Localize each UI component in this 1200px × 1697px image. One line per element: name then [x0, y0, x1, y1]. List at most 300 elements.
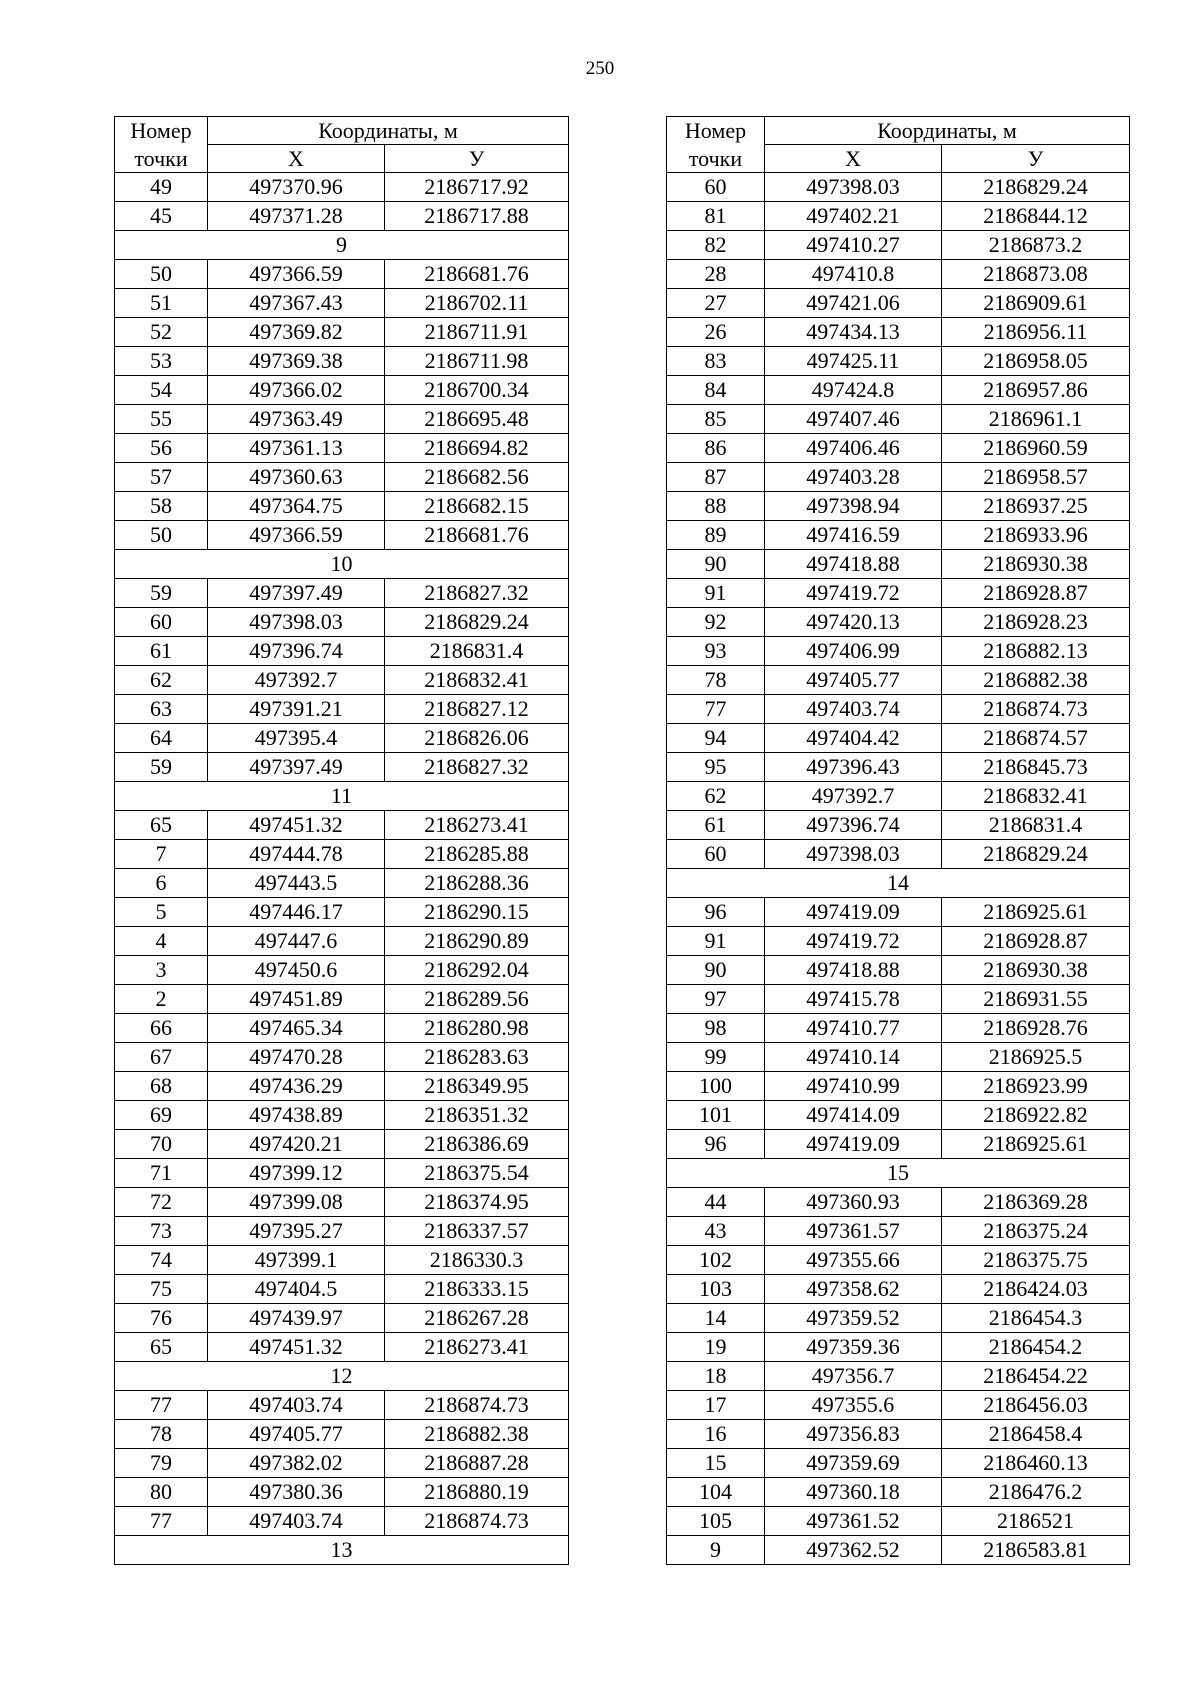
x-coordinate-cell: 497380.36	[208, 1478, 385, 1507]
header-point-number: Номер	[115, 117, 208, 145]
table-row	[115, 956, 569, 985]
x-coordinate-cell: 497407.46	[765, 405, 942, 434]
x-coordinate-cell: 497359.69	[765, 1449, 942, 1478]
table-row	[667, 1275, 1130, 1304]
y-coordinate-cell: 2186873.08	[942, 260, 1130, 289]
y-coordinate-cell: 2186827.12	[385, 695, 569, 724]
header-row	[115, 145, 569, 173]
point-number-cell: 45	[115, 202, 208, 231]
x-coordinate-cell: 497366.59	[208, 521, 385, 550]
x-coordinate-cell: 497406.99	[765, 637, 942, 666]
point-number-cell: 9	[667, 1536, 765, 1565]
y-coordinate-cell: 2186882.38	[385, 1420, 569, 1449]
section-number-cell: 12	[115, 1362, 569, 1391]
table-row	[115, 985, 569, 1014]
y-coordinate-cell: 2186827.32	[385, 753, 569, 782]
x-coordinate-cell: 497403.28	[765, 463, 942, 492]
x-coordinate-cell: 497397.49	[208, 753, 385, 782]
table-row	[115, 376, 569, 405]
y-coordinate-cell: 2186957.86	[942, 376, 1130, 405]
point-number-cell: 63	[115, 695, 208, 724]
x-coordinate-cell: 497419.09	[765, 1130, 942, 1159]
point-number-cell: 97	[667, 985, 765, 1014]
y-coordinate-cell: 2186958.05	[942, 347, 1130, 376]
point-number-cell: 73	[115, 1217, 208, 1246]
point-number-cell: 60	[115, 608, 208, 637]
table-row	[115, 1420, 569, 1449]
x-coordinate-cell: 497425.11	[765, 347, 942, 376]
x-coordinate-cell: 497405.77	[208, 1420, 385, 1449]
point-number-cell: 96	[667, 898, 765, 927]
point-number-cell: 91	[667, 579, 765, 608]
x-coordinate-cell: 497451.32	[208, 811, 385, 840]
x-coordinate-cell: 497438.89	[208, 1101, 385, 1130]
y-coordinate-cell: 2186930.38	[942, 550, 1130, 579]
x-coordinate-cell: 497436.29	[208, 1072, 385, 1101]
table-row	[115, 666, 569, 695]
point-number-cell: 67	[115, 1043, 208, 1072]
x-coordinate-cell: 497355.66	[765, 1246, 942, 1275]
y-coordinate-cell: 2186349.95	[385, 1072, 569, 1101]
point-number-cell: 75	[115, 1275, 208, 1304]
point-number-cell: 93	[667, 637, 765, 666]
x-coordinate-cell: 497363.49	[208, 405, 385, 434]
x-coordinate-cell: 497392.7	[208, 666, 385, 695]
table-row	[667, 463, 1130, 492]
y-coordinate-cell: 2186454.22	[942, 1362, 1130, 1391]
point-number-cell: 43	[667, 1217, 765, 1246]
header-y: У	[385, 145, 569, 173]
y-coordinate-cell: 2186925.61	[942, 898, 1130, 927]
y-coordinate-cell: 2186874.73	[385, 1507, 569, 1536]
table-row	[115, 1188, 569, 1217]
x-coordinate-cell: 497443.5	[208, 869, 385, 898]
point-number-cell: 60	[667, 173, 765, 202]
section-number-cell: 14	[667, 869, 1130, 898]
section-number-cell: 9	[115, 231, 569, 260]
table-row	[115, 405, 569, 434]
table-row	[115, 753, 569, 782]
x-coordinate-cell: 497421.06	[765, 289, 942, 318]
point-number-cell: 68	[115, 1072, 208, 1101]
y-coordinate-cell: 2186928.23	[942, 608, 1130, 637]
x-coordinate-cell: 497410.77	[765, 1014, 942, 1043]
header-point-number-line2: точки	[667, 145, 765, 173]
y-coordinate-cell: 2186682.15	[385, 492, 569, 521]
table-row	[667, 637, 1130, 666]
table-row	[667, 1043, 1130, 1072]
y-coordinate-cell: 2186292.04	[385, 956, 569, 985]
table-row	[667, 1362, 1130, 1391]
table-row	[667, 1391, 1130, 1420]
y-coordinate-cell: 2186909.61	[942, 289, 1130, 318]
x-coordinate-cell: 497361.13	[208, 434, 385, 463]
table-row	[667, 666, 1130, 695]
point-number-cell: 44	[667, 1188, 765, 1217]
section-number-cell: 11	[115, 782, 569, 811]
point-number-cell: 14	[667, 1304, 765, 1333]
point-number-cell: 92	[667, 608, 765, 637]
table-row	[667, 608, 1130, 637]
table-row	[115, 898, 569, 927]
y-coordinate-cell: 2186831.4	[942, 811, 1130, 840]
point-number-cell: 17	[667, 1391, 765, 1420]
x-coordinate-cell: 497356.7	[765, 1362, 942, 1391]
x-coordinate-cell: 497396.43	[765, 753, 942, 782]
header-y: У	[942, 145, 1130, 173]
y-coordinate-cell: 2186351.32	[385, 1101, 569, 1130]
table-row	[115, 1217, 569, 1246]
y-coordinate-cell: 2186695.48	[385, 405, 569, 434]
point-number-cell: 83	[667, 347, 765, 376]
y-coordinate-cell: 2186374.95	[385, 1188, 569, 1217]
point-number-cell: 4	[115, 927, 208, 956]
point-number-cell: 87	[667, 463, 765, 492]
table-row	[667, 956, 1130, 985]
point-number-cell: 99	[667, 1043, 765, 1072]
table-row	[115, 318, 569, 347]
table-row	[667, 1072, 1130, 1101]
y-coordinate-cell: 2186829.24	[942, 173, 1130, 202]
y-coordinate-cell: 2186273.41	[385, 811, 569, 840]
x-coordinate-cell: 497419.72	[765, 579, 942, 608]
x-coordinate-cell: 497366.59	[208, 260, 385, 289]
point-number-cell: 27	[667, 289, 765, 318]
table-row	[667, 898, 1130, 927]
point-number-cell: 2	[115, 985, 208, 1014]
point-number-cell: 15	[667, 1449, 765, 1478]
y-coordinate-cell: 2186583.81	[942, 1536, 1130, 1565]
table-row	[667, 1420, 1130, 1449]
y-coordinate-cell: 2186454.2	[942, 1333, 1130, 1362]
table-row	[667, 260, 1130, 289]
point-number-cell: 88	[667, 492, 765, 521]
x-coordinate-cell: 497358.62	[765, 1275, 942, 1304]
table-row	[115, 173, 569, 202]
y-coordinate-cell: 2186375.54	[385, 1159, 569, 1188]
y-coordinate-cell: 2186960.59	[942, 434, 1130, 463]
point-number-cell: 84	[667, 376, 765, 405]
y-coordinate-cell: 2186424.03	[942, 1275, 1130, 1304]
table-row	[667, 695, 1130, 724]
x-coordinate-cell: 497424.8	[765, 376, 942, 405]
x-coordinate-cell: 497366.02	[208, 376, 385, 405]
point-number-cell: 61	[667, 811, 765, 840]
y-coordinate-cell: 2186831.4	[385, 637, 569, 666]
header-row	[667, 117, 1130, 145]
y-coordinate-cell: 2186460.13	[942, 1449, 1130, 1478]
y-coordinate-cell: 2186928.87	[942, 579, 1130, 608]
table-row	[667, 231, 1130, 260]
point-number-cell: 51	[115, 289, 208, 318]
point-number-cell: 57	[115, 463, 208, 492]
coordinates-table-right	[666, 116, 1130, 1565]
table-body-left	[115, 117, 569, 1565]
table-row	[667, 724, 1130, 753]
table-row	[115, 695, 569, 724]
y-coordinate-cell: 2186956.11	[942, 318, 1130, 347]
header-row	[115, 117, 569, 145]
point-number-cell: 89	[667, 521, 765, 550]
point-number-cell: 50	[115, 521, 208, 550]
table-row	[667, 550, 1130, 579]
y-coordinate-cell: 2186702.11	[385, 289, 569, 318]
x-coordinate-cell: 497391.21	[208, 695, 385, 724]
point-number-cell: 100	[667, 1072, 765, 1101]
x-coordinate-cell: 497396.74	[208, 637, 385, 666]
point-number-cell: 69	[115, 1101, 208, 1130]
point-number-cell: 53	[115, 347, 208, 376]
x-coordinate-cell: 497410.8	[765, 260, 942, 289]
y-coordinate-cell: 2186337.57	[385, 1217, 569, 1246]
point-number-cell: 65	[115, 811, 208, 840]
x-coordinate-cell: 497395.27	[208, 1217, 385, 1246]
x-coordinate-cell: 497361.52	[765, 1507, 942, 1536]
x-coordinate-cell: 497439.97	[208, 1304, 385, 1333]
x-coordinate-cell: 497360.18	[765, 1478, 942, 1507]
table-row	[115, 1072, 569, 1101]
section-row	[115, 550, 569, 579]
x-coordinate-cell: 497465.34	[208, 1014, 385, 1043]
table-row	[115, 521, 569, 550]
table-row	[115, 811, 569, 840]
x-coordinate-cell: 497403.74	[208, 1507, 385, 1536]
point-number-cell: 56	[115, 434, 208, 463]
point-number-cell: 3	[115, 956, 208, 985]
section-number-cell: 10	[115, 550, 569, 579]
x-coordinate-cell: 497447.6	[208, 927, 385, 956]
table-row	[667, 1449, 1130, 1478]
table-row	[115, 608, 569, 637]
x-coordinate-cell: 497364.75	[208, 492, 385, 521]
point-number-cell: 103	[667, 1275, 765, 1304]
x-coordinate-cell: 497450.6	[208, 956, 385, 985]
section-number-cell: 15	[667, 1159, 1130, 1188]
y-coordinate-cell: 2186922.82	[942, 1101, 1130, 1130]
y-coordinate-cell: 2186717.88	[385, 202, 569, 231]
y-coordinate-cell: 2186694.82	[385, 434, 569, 463]
y-coordinate-cell: 2186928.87	[942, 927, 1130, 956]
table-row	[115, 869, 569, 898]
point-number-cell: 95	[667, 753, 765, 782]
y-coordinate-cell: 2186711.91	[385, 318, 569, 347]
table-row	[667, 347, 1130, 376]
table-row	[667, 289, 1130, 318]
y-coordinate-cell: 2186832.41	[942, 782, 1130, 811]
x-coordinate-cell: 497419.72	[765, 927, 942, 956]
y-coordinate-cell: 2186476.2	[942, 1478, 1130, 1507]
point-number-cell: 81	[667, 202, 765, 231]
y-coordinate-cell: 2186288.36	[385, 869, 569, 898]
coordinates-table-left	[114, 116, 569, 1565]
table-row	[667, 579, 1130, 608]
x-coordinate-cell: 497398.03	[765, 840, 942, 869]
table-row	[115, 1043, 569, 1072]
table-row	[667, 985, 1130, 1014]
x-coordinate-cell: 497416.59	[765, 521, 942, 550]
section-row	[115, 231, 569, 260]
section-row	[667, 869, 1130, 898]
x-coordinate-cell: 497405.77	[765, 666, 942, 695]
point-number-cell: 7	[115, 840, 208, 869]
header-x: X	[765, 145, 942, 173]
point-number-cell: 59	[115, 753, 208, 782]
x-coordinate-cell: 497360.93	[765, 1188, 942, 1217]
table-row	[115, 260, 569, 289]
section-row	[115, 1536, 569, 1565]
point-number-cell: 59	[115, 579, 208, 608]
y-coordinate-cell: 2186289.56	[385, 985, 569, 1014]
point-number-cell: 90	[667, 956, 765, 985]
table-row	[115, 1333, 569, 1362]
y-coordinate-cell: 2186330.3	[385, 1246, 569, 1275]
x-coordinate-cell: 497361.57	[765, 1217, 942, 1246]
table-row	[667, 1507, 1130, 1536]
table-row	[115, 1304, 569, 1333]
y-coordinate-cell: 2186333.15	[385, 1275, 569, 1304]
table-row	[667, 1304, 1130, 1333]
table-row	[115, 289, 569, 318]
x-coordinate-cell: 497398.03	[765, 173, 942, 202]
x-coordinate-cell: 497402.21	[765, 202, 942, 231]
table-row	[115, 1130, 569, 1159]
x-coordinate-cell: 497356.83	[765, 1420, 942, 1449]
table-row	[115, 347, 569, 376]
section-row	[115, 1362, 569, 1391]
x-coordinate-cell: 497397.49	[208, 579, 385, 608]
x-coordinate-cell: 497399.08	[208, 1188, 385, 1217]
x-coordinate-cell: 497410.99	[765, 1072, 942, 1101]
point-number-cell: 94	[667, 724, 765, 753]
y-coordinate-cell: 2186285.88	[385, 840, 569, 869]
y-coordinate-cell: 2186925.5	[942, 1043, 1130, 1072]
point-number-cell: 58	[115, 492, 208, 521]
x-coordinate-cell: 497359.36	[765, 1333, 942, 1362]
y-coordinate-cell: 2186369.28	[942, 1188, 1130, 1217]
point-number-cell: 5	[115, 898, 208, 927]
point-number-cell: 49	[115, 173, 208, 202]
point-number-cell: 55	[115, 405, 208, 434]
point-number-cell: 65	[115, 1333, 208, 1362]
table-row	[115, 434, 569, 463]
point-number-cell: 85	[667, 405, 765, 434]
y-coordinate-cell: 2186930.38	[942, 956, 1130, 985]
y-coordinate-cell: 2186845.73	[942, 753, 1130, 782]
x-coordinate-cell: 497398.94	[765, 492, 942, 521]
table-row	[115, 1478, 569, 1507]
table-body-right	[667, 117, 1130, 1565]
header-coordinates: Координаты, м	[208, 117, 569, 145]
x-coordinate-cell: 497420.13	[765, 608, 942, 637]
point-number-cell: 19	[667, 1333, 765, 1362]
x-coordinate-cell: 497362.52	[765, 1536, 942, 1565]
y-coordinate-cell: 2186700.34	[385, 376, 569, 405]
table-row	[115, 724, 569, 753]
x-coordinate-cell: 497444.78	[208, 840, 385, 869]
table-row	[667, 927, 1130, 956]
table-row	[667, 1130, 1130, 1159]
x-coordinate-cell: 497404.42	[765, 724, 942, 753]
point-number-cell: 52	[115, 318, 208, 347]
point-number-cell: 77	[115, 1391, 208, 1420]
point-number-cell: 78	[667, 666, 765, 695]
y-coordinate-cell: 2186931.55	[942, 985, 1130, 1014]
table-row	[667, 492, 1130, 521]
y-coordinate-cell: 2186937.25	[942, 492, 1130, 521]
table-row	[667, 1217, 1130, 1246]
y-coordinate-cell: 2186827.32	[385, 579, 569, 608]
point-number-cell: 16	[667, 1420, 765, 1449]
header-row	[667, 145, 1130, 173]
point-number-cell: 104	[667, 1478, 765, 1507]
x-coordinate-cell: 497415.78	[765, 985, 942, 1014]
x-coordinate-cell: 497398.03	[208, 608, 385, 637]
point-number-cell: 71	[115, 1159, 208, 1188]
x-coordinate-cell: 497414.09	[765, 1101, 942, 1130]
x-coordinate-cell: 497410.27	[765, 231, 942, 260]
y-coordinate-cell: 2186887.28	[385, 1449, 569, 1478]
table-row	[667, 434, 1130, 463]
point-number-cell: 82	[667, 231, 765, 260]
x-coordinate-cell: 497367.43	[208, 289, 385, 318]
y-coordinate-cell: 2186925.61	[942, 1130, 1130, 1159]
x-coordinate-cell: 497392.7	[765, 782, 942, 811]
table-row	[115, 579, 569, 608]
table-row	[115, 463, 569, 492]
table-row	[115, 1101, 569, 1130]
x-coordinate-cell: 497360.63	[208, 463, 385, 492]
table-row	[667, 1188, 1130, 1217]
point-number-cell: 62	[115, 666, 208, 695]
table-row	[115, 1507, 569, 1536]
table-row	[115, 637, 569, 666]
y-coordinate-cell: 2186280.98	[385, 1014, 569, 1043]
point-number-cell: 105	[667, 1507, 765, 1536]
y-coordinate-cell: 2186961.1	[942, 405, 1130, 434]
y-coordinate-cell: 2186829.24	[942, 840, 1130, 869]
table-row	[115, 1246, 569, 1275]
y-coordinate-cell: 2186267.28	[385, 1304, 569, 1333]
x-coordinate-cell: 497404.5	[208, 1275, 385, 1304]
point-number-cell: 74	[115, 1246, 208, 1275]
y-coordinate-cell: 2186882.13	[942, 637, 1130, 666]
y-coordinate-cell: 2186844.12	[942, 202, 1130, 231]
y-coordinate-cell: 2186386.69	[385, 1130, 569, 1159]
x-coordinate-cell: 497382.02	[208, 1449, 385, 1478]
table-row	[667, 1101, 1130, 1130]
header-point-number: Номер	[667, 117, 765, 145]
x-coordinate-cell: 497359.52	[765, 1304, 942, 1333]
y-coordinate-cell: 2186681.76	[385, 260, 569, 289]
x-coordinate-cell: 497451.89	[208, 985, 385, 1014]
point-number-cell: 90	[667, 550, 765, 579]
table-row	[667, 376, 1130, 405]
y-coordinate-cell: 2186273.41	[385, 1333, 569, 1362]
x-coordinate-cell: 497371.28	[208, 202, 385, 231]
table-row	[115, 1391, 569, 1420]
table-row	[667, 811, 1130, 840]
table-row	[667, 521, 1130, 550]
y-coordinate-cell: 2186958.57	[942, 463, 1130, 492]
table-row	[115, 1275, 569, 1304]
point-number-cell: 98	[667, 1014, 765, 1043]
point-number-cell: 76	[115, 1304, 208, 1333]
x-coordinate-cell: 497419.09	[765, 898, 942, 927]
point-number-cell: 96	[667, 1130, 765, 1159]
point-number-cell: 91	[667, 927, 765, 956]
x-coordinate-cell: 497370.96	[208, 173, 385, 202]
y-coordinate-cell: 2186874.73	[385, 1391, 569, 1420]
